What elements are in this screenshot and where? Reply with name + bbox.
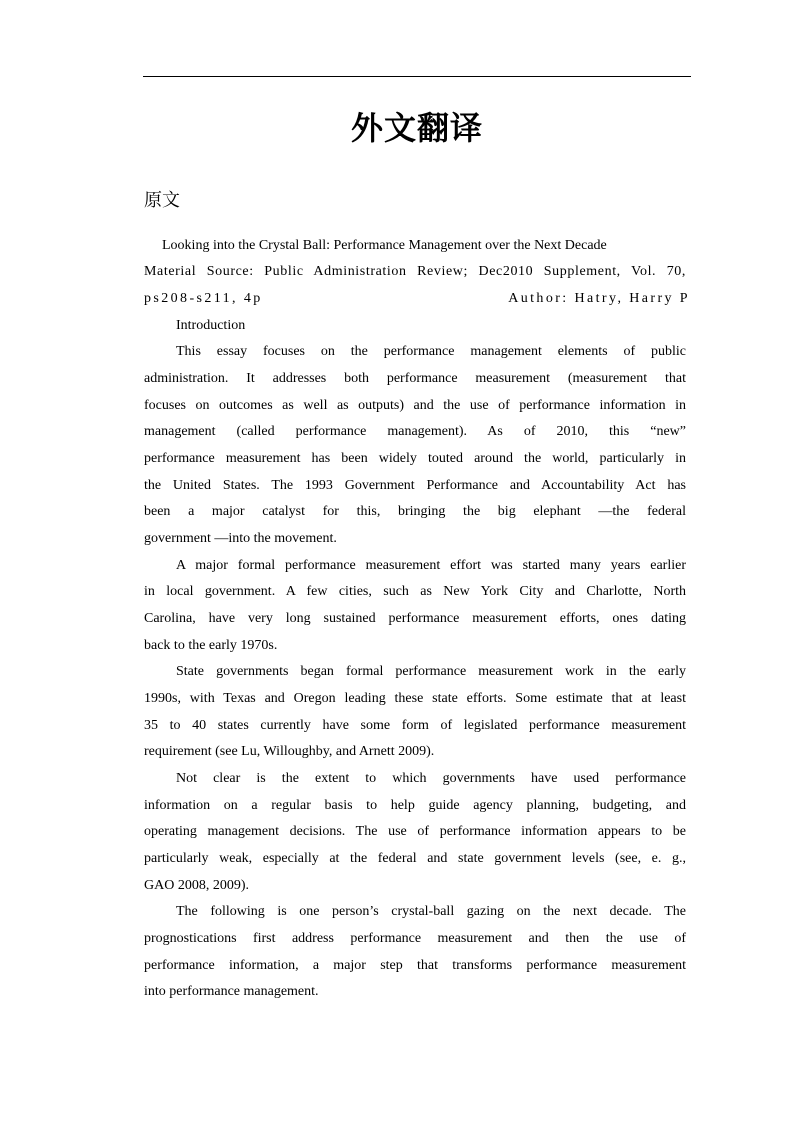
paragraph-line: 35 to 40 states currently have some form of legislated performance measurement (144, 718, 686, 733)
source-line: Material Source: Public Administration Review; Dec2010 Supplement, Vol. 70, (144, 264, 686, 279)
citation-author-line (144, 290, 690, 308)
paragraph-line: been a major catalyst for this, bringing the big elephant —the federal (144, 504, 686, 519)
paragraph-line: information on a regular basis to help guide agency planning, budgeting, and (144, 798, 686, 813)
paragraph-line: The following is one person’s crystal-ball gazing on the next decade. The (176, 904, 686, 919)
paragraph-line: in local government. A few cities, such as New York City and Charlotte, North (144, 584, 686, 599)
pages-text: ps208-s211, 4p (144, 291, 263, 306)
paragraph-line: State governments began formal performance measurement work in the early (176, 664, 686, 679)
intro-heading: Introduction (176, 318, 246, 333)
paragraph-line: management (called performance management). As of 2010, this “new” (144, 424, 686, 439)
paragraph-line: requirement (see Lu, Willoughby, and Arnett 2009). (144, 744, 435, 759)
top-rule (143, 76, 691, 77)
paragraph-line: the United States. The 1993 Government Performance and Accountability Act has (144, 478, 686, 493)
article-title-line: Looking into the Crystal Ball: Performance Management over the Next Decade (162, 238, 607, 253)
paragraph-line: particularly weak, especially at the federal and state government levels (see, e. g., (144, 851, 686, 866)
paragraph-line: This essay focuses on the performance management elements of public (176, 344, 686, 359)
paragraph-line: prognostications first address performance measurement and then the use of (144, 931, 686, 946)
paragraph-line: focuses on outcomes as well as outputs) and the use of performance information in (144, 398, 686, 413)
paragraph-line: administration. It addresses both performance measurement (measurement that (144, 371, 686, 386)
paragraph-line: performance information, a major step that transforms performance measurement (144, 958, 686, 973)
paragraph-line: performance measurement has been widely touted around the world, particularly in (144, 451, 686, 466)
paragraph-line: Carolina, have very long sustained performance measurement efforts, ones dating (144, 611, 686, 626)
paragraph-line: operating management decisions. The use of performance information appears to be (144, 824, 686, 839)
paragraph-line: Not clear is the extent to which governments have used performance (176, 771, 686, 786)
section-heading: 原文 (144, 190, 180, 211)
page-title: 外文翻译 (350, 109, 483, 147)
paragraph-line: 1990s, with Texas and Oregon leading these state efforts. Some estimate that at least (144, 691, 686, 706)
paragraph-line: back to the early 1970s. (144, 638, 278, 653)
paragraph-line: GAO 2008, 2009). (144, 878, 249, 893)
author-text: Author: Hatry, Harry P (508, 291, 690, 306)
paragraph-line: A major formal performance measurement effort was started many years earlier (176, 558, 686, 573)
paragraph-line: into performance management. (144, 984, 319, 999)
paragraph-line: government —into the movement. (144, 531, 337, 546)
